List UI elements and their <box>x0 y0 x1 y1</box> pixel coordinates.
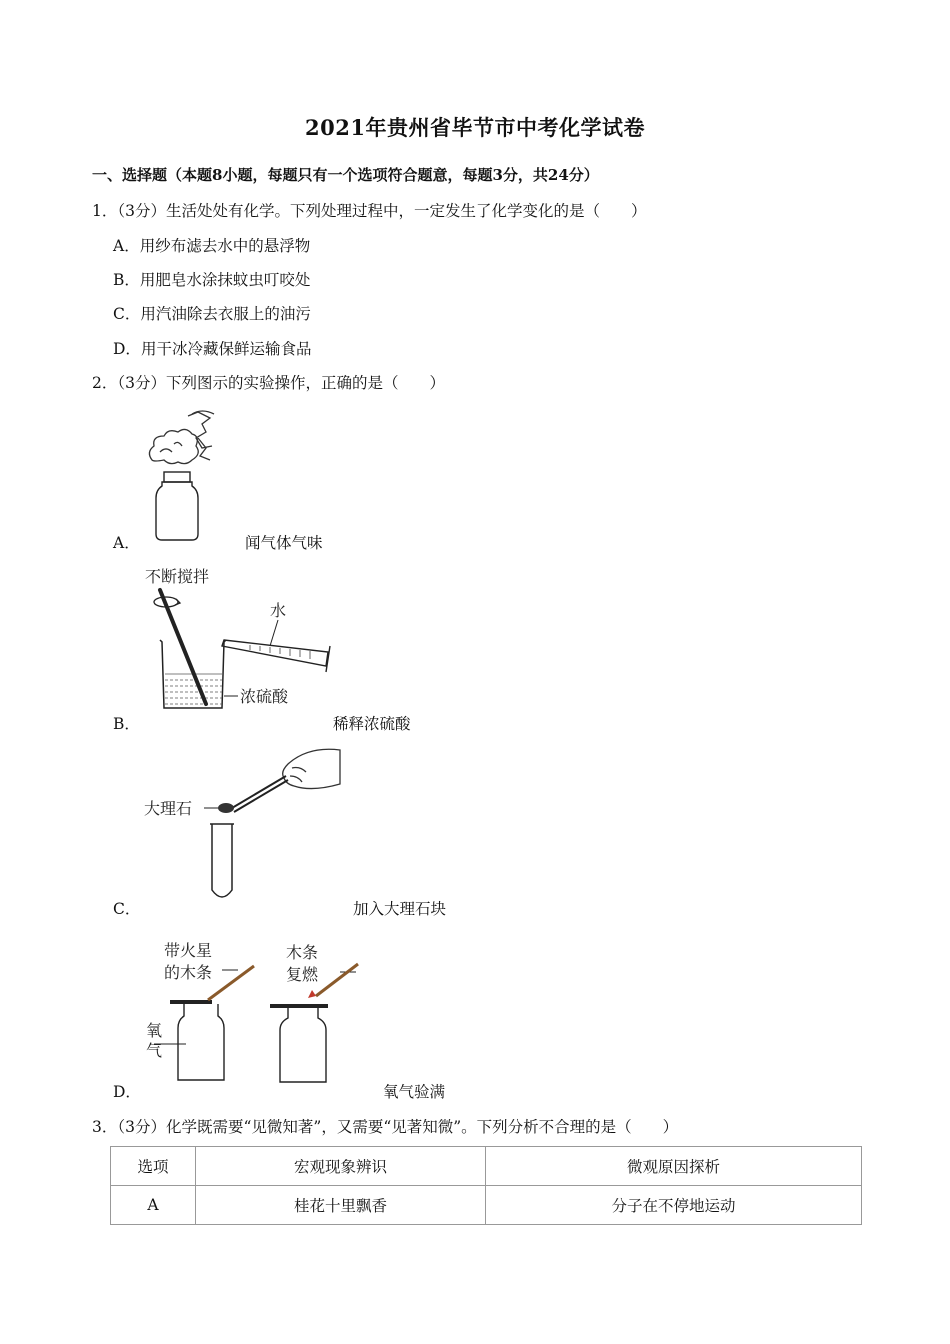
table-header-row <box>111 1147 862 1186</box>
option-letter: B． <box>113 271 140 289</box>
water-label: 水 <box>270 601 287 620</box>
hand-icon <box>283 749 340 788</box>
smell-gas-figure <box>140 408 230 548</box>
question-3 <box>92 1115 678 1137</box>
table-header-cell: 微观原因探析 <box>486 1147 862 1186</box>
section-heading: 一、选择题（本题8小题，每题只有一个选项符合题意，每题3分，共24分） <box>92 166 599 184</box>
oxygen-bottle-right-icon <box>280 1008 326 1082</box>
oxygen-bottle-left-icon <box>178 1004 224 1080</box>
q1-option-b <box>113 268 310 290</box>
gas-cloud-icon <box>149 429 198 463</box>
question-number: 1． <box>92 202 118 220</box>
question-1 <box>92 199 647 221</box>
option-text: 用干冰冷藏保鲜运输食品 <box>140 340 312 358</box>
flame-icon <box>308 990 316 998</box>
stick-label-line2: 的木条 <box>164 963 213 982</box>
add-marble-figure <box>140 742 350 902</box>
question-stem: （3分）生活处处有化学。下列处理过程中，一定发生了化学变化的是（ ） <box>117 202 647 220</box>
q2-option-b-letter: B． <box>113 715 140 733</box>
graduated-cylinder-icon <box>222 640 330 672</box>
oxygen-label-line2: 气 <box>146 1041 163 1060</box>
dilute-acid-figure <box>140 562 340 712</box>
option-text: 用肥皂水涂抹蚊虫叮咬处 <box>139 271 311 289</box>
q2-option-c-letter: C． <box>113 900 141 918</box>
relit-stick-icon <box>316 964 358 996</box>
option-letter: D． <box>113 340 141 358</box>
question-number: 3． <box>92 1118 118 1136</box>
relight-label-line1: 木条 <box>286 943 319 962</box>
q2-option-a-letter: A． <box>113 534 140 552</box>
q2-option-d-caption: 氧气验满 <box>383 1083 446 1101</box>
q2-option-b-caption: 稀释浓硫酸 <box>333 715 411 733</box>
smoldering-stick-icon <box>208 966 254 1000</box>
acid-label: 浓硫酸 <box>240 687 289 706</box>
water-pointer <box>270 620 278 646</box>
q2-option-d-letter: D． <box>113 1083 141 1101</box>
acid-liquid <box>165 674 222 704</box>
q1-option-c <box>113 302 311 324</box>
table-header-cell: 宏观现象辨识 <box>196 1147 486 1186</box>
analysis-table <box>110 1146 862 1225</box>
question-number: 2． <box>92 374 118 392</box>
question-2 <box>92 371 445 393</box>
option-letter: A． <box>113 237 140 255</box>
q2-option-a-caption: 闻气体气味 <box>245 534 323 552</box>
option-text: 用纱布滤去水中的悬浮物 <box>139 237 311 255</box>
hand-waving-icon <box>188 411 214 460</box>
stir-label: 不断搅拌 <box>145 567 210 586</box>
oxygen-label-line1: 氧 <box>146 1021 163 1040</box>
marble-label: 大理石 <box>144 799 193 818</box>
option-text: 用汽油除去衣服上的油污 <box>140 305 311 323</box>
question-stem: （3分）化学既需要“见微知著”，又需要“见著知微”。下列分析不合理的是（ ） <box>117 1118 679 1136</box>
gas-bottle-icon <box>156 472 198 540</box>
q1-option-d <box>113 337 311 359</box>
table-cell: A <box>111 1186 196 1225</box>
page-title: 2021年贵州省毕节市中考化学试卷 <box>305 115 645 140</box>
q2-option-c-caption: 加入大理石块 <box>353 900 447 918</box>
tweezers-icon <box>232 776 288 812</box>
table-cell: 桂花十里飘香 <box>196 1186 486 1225</box>
option-letter: C． <box>113 305 141 323</box>
q1-option-a <box>113 234 310 256</box>
oxygen-test-figure <box>140 934 370 1086</box>
table-cell: 分子在不停地运动 <box>486 1186 862 1225</box>
stick-label-line1: 带火星 <box>164 941 213 960</box>
table-header-cell: 选项 <box>111 1147 196 1186</box>
marble-icon <box>218 803 234 813</box>
test-tube-icon <box>210 824 234 897</box>
relight-label-line2: 复燃 <box>286 965 319 984</box>
question-stem: （3分）下列图示的实验操作，正确的是（ ） <box>117 374 445 392</box>
table-row <box>111 1186 862 1225</box>
